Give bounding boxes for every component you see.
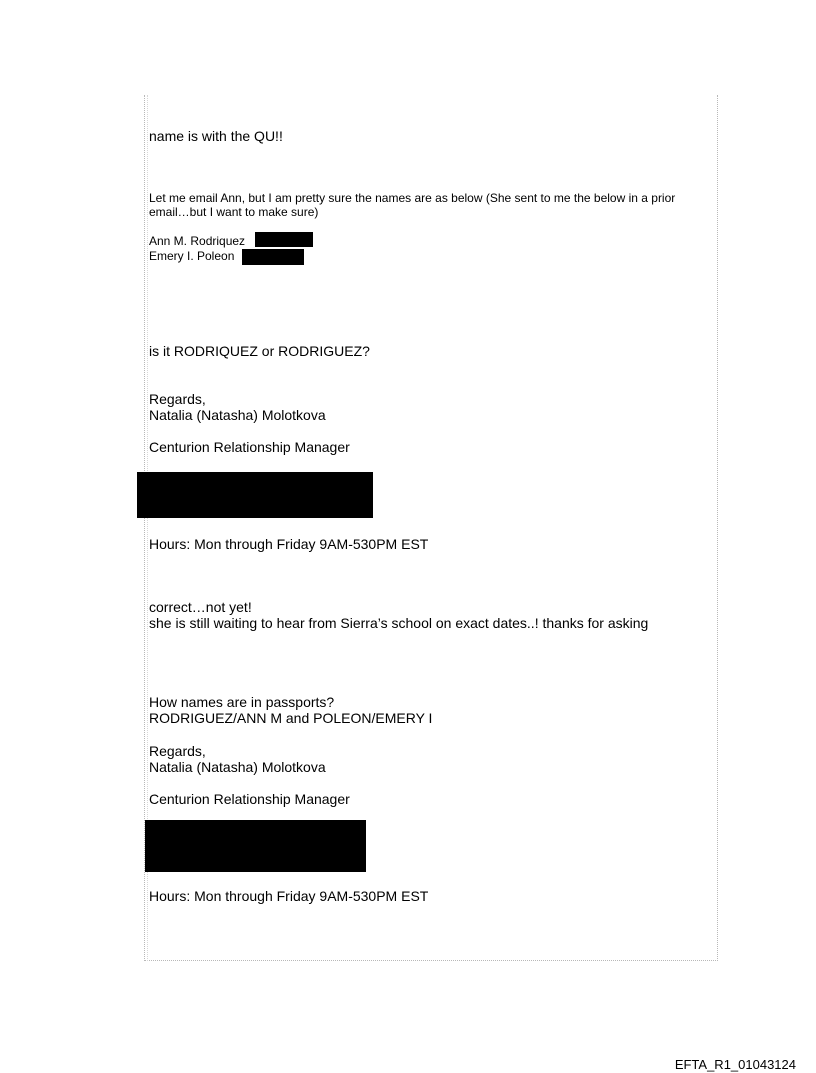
message-line-name-qu: name is with the QU!! <box>149 128 283 144</box>
signature-hours: Hours: Mon through Friday 9AM-530PM EST <box>149 888 429 904</box>
passport-question: How names are in passports? <box>149 694 335 710</box>
redaction-box <box>137 472 373 518</box>
ann-message-line1: Let me email Ann, but I am pretty sure the names are as below (She sent to me the below in a prior <box>149 191 676 205</box>
ann-name: Ann M. Rodriquez <box>149 234 246 248</box>
signature-title: Centurion Relationship Manager <box>149 439 350 455</box>
signature-regards: Regards, <box>149 743 206 759</box>
signature-name: Natalia (Natasha) Molotkova <box>149 759 326 775</box>
passport-names: RODRIGUEZ/ANN M and POLEON/EMERY I <box>149 710 433 726</box>
redaction-box <box>255 232 313 247</box>
emery-name: Emery I. Poleon <box>149 249 235 263</box>
spelling-question: is it RODRIQUEZ or RODRIGUEZ? <box>149 343 370 359</box>
signature-name: Natalia (Natasha) Molotkova <box>149 407 326 423</box>
signature-hours: Hours: Mon through Friday 9AM-530PM EST <box>149 536 429 552</box>
reply-line2: she is still waiting to hear from Sierra’s school on exact dates..! thanks for asking <box>149 615 649 631</box>
ann-message-line2: email…but I want to make sure) <box>149 205 319 219</box>
signature-regards: Regards, <box>149 391 206 407</box>
reply-line1: correct…not yet! <box>149 599 252 615</box>
document-id: EFTA_R1_01043124 <box>674 1057 796 1072</box>
redaction-box <box>242 249 304 265</box>
redaction-box <box>145 820 366 872</box>
signature-title: Centurion Relationship Manager <box>149 791 350 807</box>
